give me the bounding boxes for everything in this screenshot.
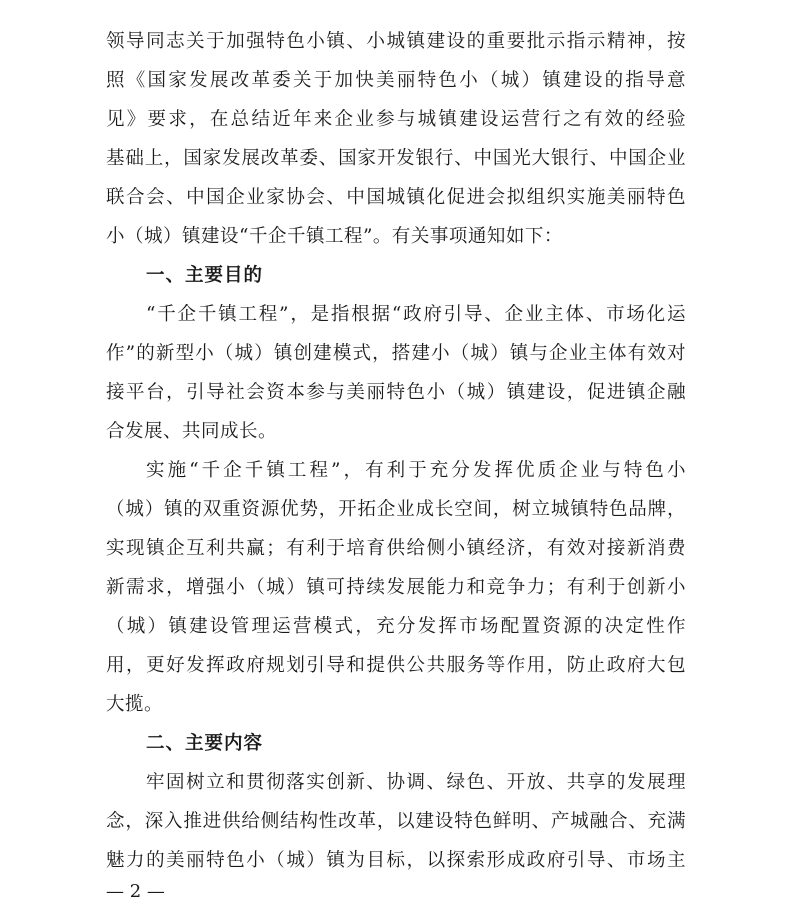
- text-line: 领导同志关于加强特色小镇、小城镇建设的重要批示指示精神，按: [106, 31, 686, 52]
- paragraph-definition: [106, 295, 686, 451]
- text-line: 牢固树立和贯彻落实创新、协调、绿色、开放、共享的发展理: [146, 772, 686, 793]
- paragraph-content: [106, 763, 686, 880]
- text-line: 用，更好发挥政府规划引导和提供公共服务等作用，防止政府大包: [106, 655, 686, 676]
- text-line: （城）镇建设管理运营模式，充分发挥市场配置资源的决定性作: [106, 616, 686, 637]
- section-heading-main-purpose: 一、主要目的: [146, 265, 264, 286]
- text-line: 新需求，增强小（城）镇可持续发展能力和竞争力；有利于创新小: [106, 577, 686, 598]
- text-line: 合发展、共同成长。: [106, 421, 278, 442]
- text-line: 基础上，国家发展改革委、国家开发银行、中国光大银行、中国企业: [106, 148, 686, 169]
- document-page: [106, 22, 686, 880]
- page-number: — 2 —: [106, 881, 165, 902]
- text-line: 作”的新型小（城）镇创建模式，搭建小（城）镇与企业主体有效对: [106, 343, 686, 364]
- text-line: 实施“千企千镇工程”，有利于充分发挥优质企业与特色小: [146, 460, 686, 481]
- intro-paragraph: [106, 22, 686, 256]
- text-line: （城）镇的双重资源优势，开拓企业成长空间，树立城镇特色品牌，: [106, 499, 686, 520]
- text-line: 大揽。: [106, 694, 164, 715]
- text-line: 实现镇企互利共赢；有利于培育供给侧小镇经济，有效对接新消费: [106, 538, 686, 559]
- text-line: 接平台，引导社会资本参与美丽特色小（城）镇建设，促进镇企融: [106, 382, 686, 403]
- text-line: 见》要求，在总结近年来企业参与城镇建设运营行之有效的经验: [106, 109, 686, 130]
- text-line: 照《国家发展改革委关于加快美丽特色小（城）镇建设的指导意: [106, 70, 686, 91]
- text-line: 联合会、中国企业家协会、中国城镇化促进会拟组织实施美丽特色: [106, 187, 686, 208]
- text-line: 小（城）镇建设“千企千镇工程”。有关事项通知如下：: [106, 226, 563, 247]
- paragraph-benefits: [106, 451, 686, 724]
- text-line: 魅力的美丽特色小（城）镇为目标，以探索形成政府引导、市场主: [106, 850, 686, 871]
- section-heading-main-content: 二、主要内容: [146, 733, 264, 754]
- text-line: “千企千镇工程”，是指根据“政府引导、企业主体、市场化运: [146, 304, 686, 325]
- text-line: 念，深入推进供给侧结构性改革，以建设特色鲜明、产城融合、充满: [106, 811, 686, 832]
